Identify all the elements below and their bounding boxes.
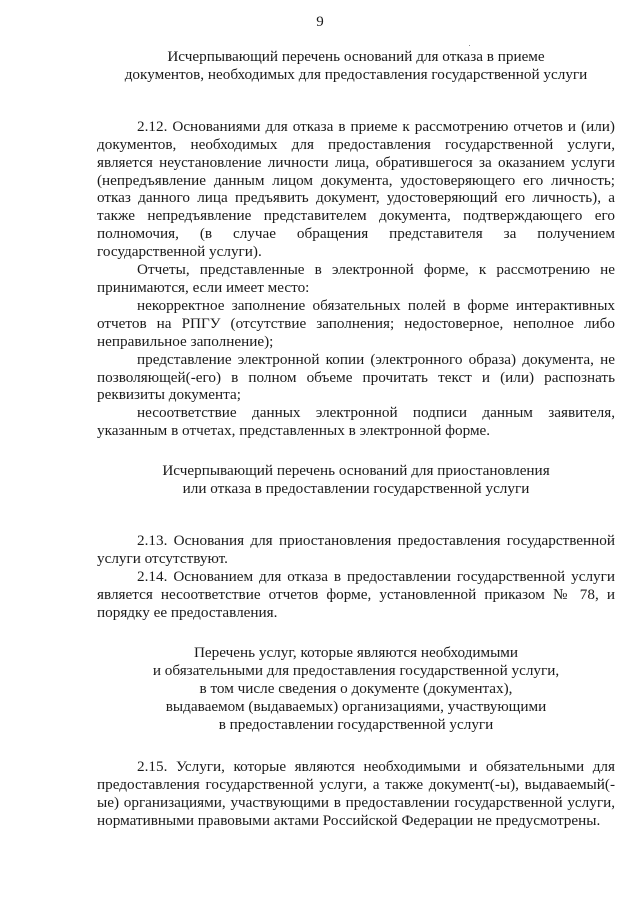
document-body <box>97 48 615 830</box>
paragraph-2-12: 2.12. Основаниями для отказа в приеме к рассмотрению отчетов и (или) документов, необходимых для предоставления государственной услуги, является неустановление личности лица, обратившегося за оказанием услуги (непредъявление данным лицом документа, удостоверяющего его личность; отказ данного лица предъявить документ, удостоверяющий его личность), а также непредъявление представителем документа, подтверждающего его полномочия, (в случае обращения представителя за получением государственной услуги). <box>97 117 615 261</box>
heading-line: в том числе сведения о документе (документах), <box>199 680 513 698</box>
heading-line: Исчерпывающий перечень оснований для отказа в приеме <box>167 48 545 65</box>
page-number: 9 <box>316 14 324 30</box>
paragraph-incorrect-filling: некорректное заполнение обязательных полей в форме интерактивных отчетов на РПГУ (отсутствие заполнения; недостоверное, неполное либо неправильное заполнение); <box>97 296 615 350</box>
heading-line: или отказа в предоставлении государственной услуги <box>182 480 530 498</box>
paragraph-2-14: 2.14. Основанием для отказа в предоставлении государственной услуги является несоответствие отчетов форме, установленной приказом № 78, и порядку ее предоставления. <box>97 567 615 621</box>
heading-line: Исчерпывающий перечень оснований для приостановления <box>162 462 550 480</box>
paragraph-signature-mismatch: несоответствие данных электронной подписи данным заявителя, указанным в отчетах, представленных в электронной форме. <box>97 404 615 440</box>
paragraph-electronic-copy: представление электронной копии (электронного образа) документа, не позволяющей(-его) в полном объеме прочитать текст и (или) распознать реквизиты документа; <box>97 350 615 404</box>
paragraph-electronic-reports: Отчеты, представленные в электронной форме, к рассмотрению не принимаются, если имеет место: <box>97 261 615 296</box>
heading-line: в предоставлении государственной услуги <box>218 716 494 734</box>
heading-line: Перечень услуг, которые являются необходимыми <box>193 644 519 662</box>
paragraph-2-15: 2.15. Услуги, которые являются необходимыми и обязательными для предоставления государственной услуги, а также документ(-ы), выдаваемый(-ые) организациями, участвующими в предоставлении государственной услуги, нормативными правовыми актами Российской Федерации не предусмотрены. <box>97 758 615 829</box>
heading-line: и обязательными для предоставления государственной услуги, <box>152 662 560 680</box>
heading-line: выдаваемом (выдаваемых) организациями, участвующими <box>165 698 547 716</box>
section-heading-suspension-refusal <box>97 462 615 498</box>
section-heading-refusal-acceptance <box>97 48 615 84</box>
scan-speck <box>469 45 470 46</box>
section-heading-required-services <box>97 644 615 734</box>
heading-line: документов, необходимых для предоставления государственной услуги <box>124 65 588 83</box>
paragraph-2-13: 2.13. Основания для приостановления предоставления государственной услуги отсутствуют. <box>97 531 615 567</box>
